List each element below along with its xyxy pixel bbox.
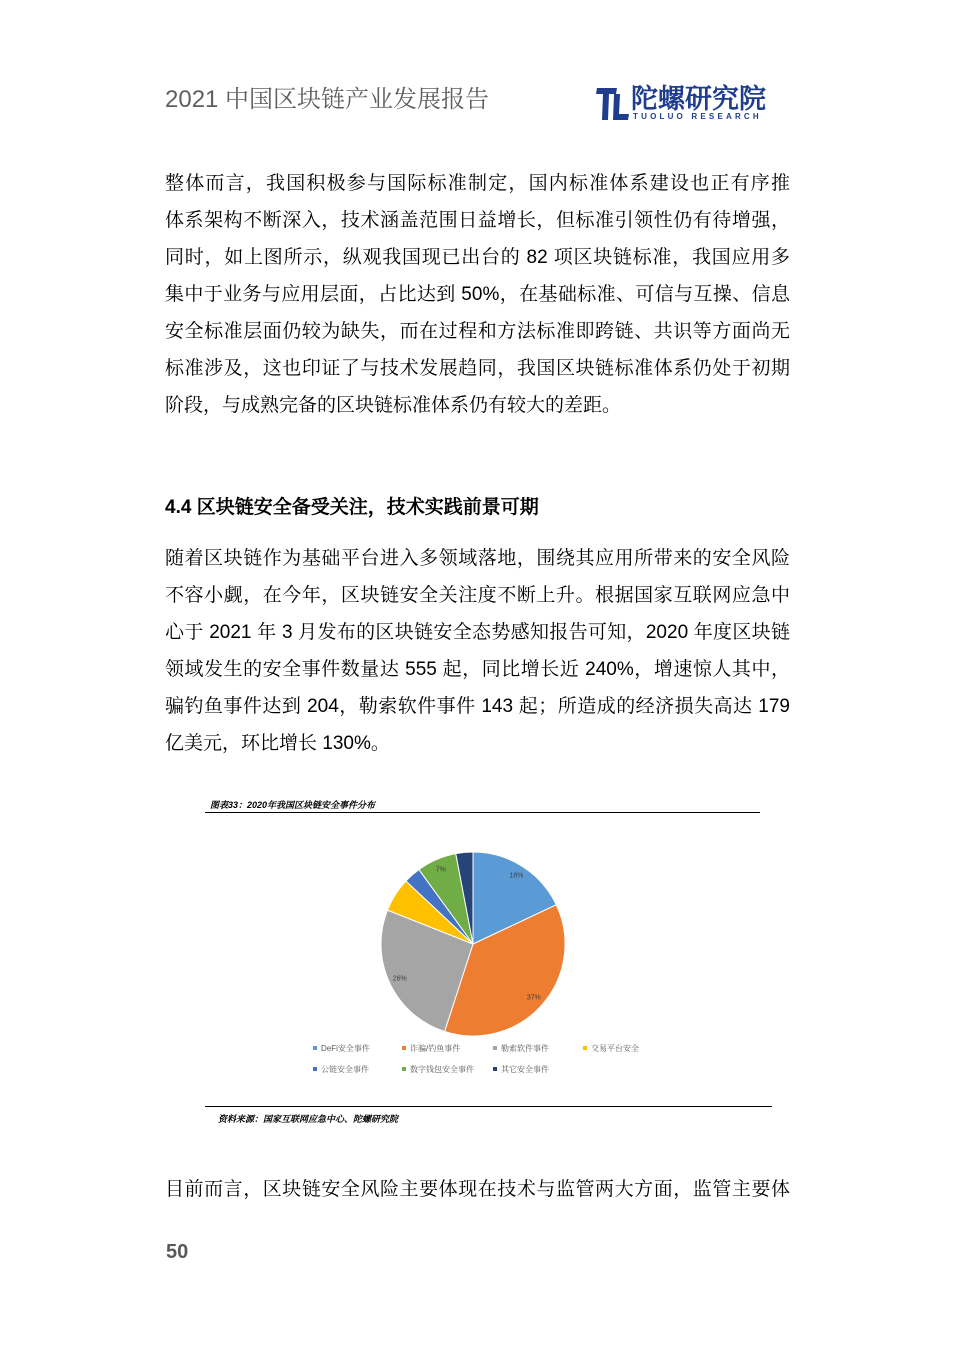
legend-marker (402, 1046, 406, 1050)
legend-label: 其它安全事件 (501, 1065, 549, 1074)
figure-caption: 图表33：2020年我国区块链安全事件分布 (210, 800, 376, 810)
text-line: 不容小觑，在今年，区块链安全关注度不断上升。根据国家互联网应急中 (165, 585, 790, 606)
figure-bottom-rule (205, 1106, 772, 1107)
text-line: 标准涉及，这也印证了与技术发展趋同，我国区块链标准体系仍处于初期 (165, 358, 790, 379)
pie-chart (370, 841, 576, 1047)
figure-top-rule (205, 812, 760, 813)
text-line: 阶段，与成熟完备的区块链标准体系仍有较大的差距。 (165, 395, 622, 416)
pie-data-label: 37% (526, 994, 541, 1002)
text-line: 亿美元，环比增长 130%。 (165, 733, 390, 754)
text-line: 安全标准层面仍较为缺失，而在过程和方法标准即跨链、共识等方面尚无 (165, 321, 790, 342)
text-line: 随着区块链作为基础平台进入多领域落地，围绕其应用所带来的安全风险 (165, 548, 790, 569)
legend-marker (313, 1046, 317, 1050)
legend-marker (583, 1046, 587, 1050)
pie-data-label: 26% (392, 975, 407, 983)
legend-label: 交易平台安全 (591, 1044, 639, 1053)
paragraph-risk (165, 1171, 790, 1208)
tuoluo-logo-icon (596, 87, 630, 121)
legend-item-other (493, 1065, 549, 1075)
paragraph-standards (165, 165, 790, 424)
pie-data-label: 7% (435, 866, 446, 874)
pie-data-label: 18% (509, 872, 524, 880)
text-line: 体系架构不断深入，技术涵盖范围日益增长，但标准引领性仍有待增强， (165, 210, 790, 231)
text-line: 目前而言，区块链安全风险主要体现在技术与监管两大方面，监管主要体 (165, 1179, 790, 1200)
logo-name: 陀螺研究院 (631, 84, 766, 114)
figure-source: 资料来源：国家互联网应急中心、陀螺研究院 (218, 1114, 399, 1124)
legend-marker (402, 1067, 406, 1071)
legend-item-exchange (583, 1044, 639, 1054)
text-line: 整体而言，我国积极参与国际标准制定，国内标准体系建设也正有序推 (165, 173, 790, 194)
legend-label: 勒索软件事件 (501, 1044, 549, 1053)
legend-marker (493, 1046, 497, 1050)
legend-label: 数字钱包安全事件 (410, 1065, 474, 1074)
text-line: 心于 2021 年 3 月发布的区块链安全态势感知报告可知，2020 年度区块链 (165, 622, 790, 643)
logo-subtitle: TUOLUO RESEARCH (633, 112, 762, 121)
legend-item-public-chain (313, 1065, 369, 1075)
legend-item-wallet (402, 1065, 474, 1075)
legend-label: DeFi安全事件 (321, 1044, 370, 1053)
legend-marker (493, 1067, 497, 1071)
section-heading: 4.4 区块链安全备受关注，技术实践前景可期 (165, 497, 539, 518)
page-number: 50 (166, 1241, 189, 1263)
legend-label: 诈骗/钓鱼事件 (410, 1044, 461, 1053)
report-title: 2021 中国区块链产业发展报告 (165, 86, 490, 113)
text-line: 骗钓鱼事件达到 204，勒索软件事件 143 起；所造成的经济损失高达 179 (165, 696, 790, 717)
text-line: 领域发生的安全事件数量达 555 起，同比增长近 240%，增速惊人其中， (165, 659, 790, 680)
text-line: 同时，如上图所示，纵观我国现已出台的 82 项区块链标准，我国应用多 (165, 247, 790, 268)
legend-label: 公链安全事件 (321, 1065, 369, 1074)
legend-marker (313, 1067, 317, 1071)
text-line: 集中于业务与应用层面，占比达到 50%，在基础标准、可信与互操、信息 (165, 284, 790, 305)
legend-item-fraud (402, 1044, 460, 1054)
legend-item-defi (313, 1044, 370, 1054)
paragraph-security (165, 540, 790, 762)
legend-item-ransomware (493, 1044, 549, 1054)
